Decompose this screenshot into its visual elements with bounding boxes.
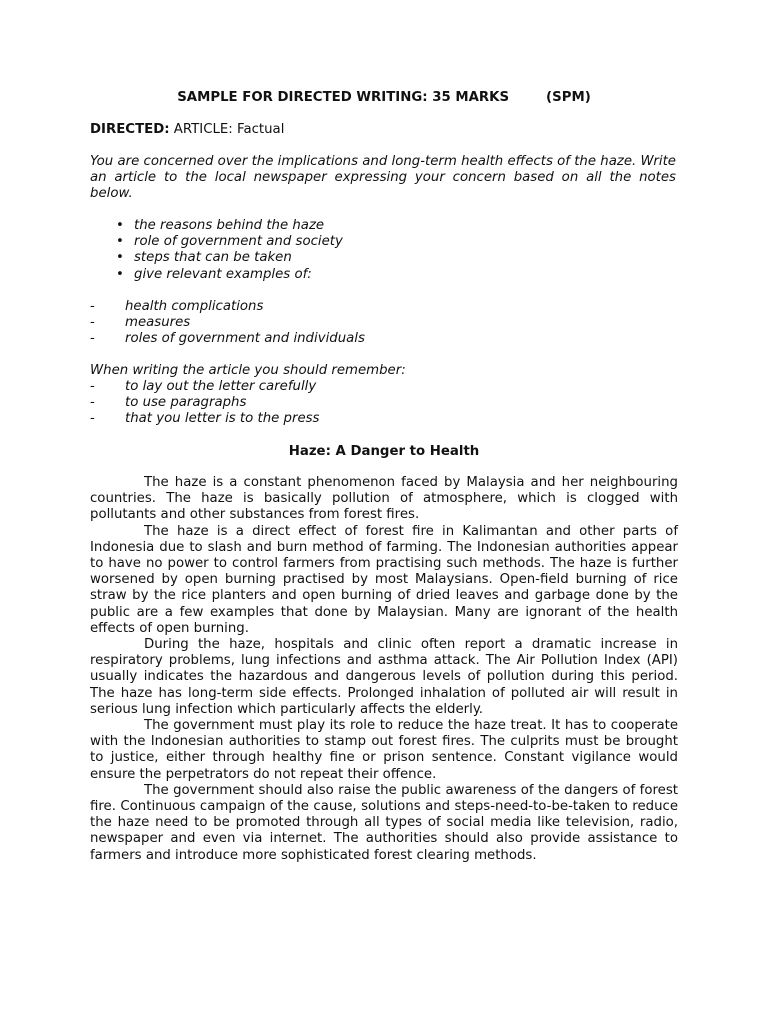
list-item — [90, 395, 319, 411]
article-body — [90, 475, 678, 864]
article-heading: Haze: A Danger to Health — [288, 444, 480, 459]
bullet-icon: • — [116, 266, 124, 282]
article-paragraph: During the haze, hospitals and clinic often report a dramatic increase in respiratory problems, lung infections and asthma attack. The Air Pollution Index (API) usually indicates the hazardous and dangerous levels of pollution during this period. The haze has long-term side effects. Prolonged inhalation of polluted air will result in serious lung infection which particularly affects the elderly. — [90, 637, 678, 717]
bullet-text: the reasons behind the haze — [134, 218, 325, 233]
remember-list — [90, 379, 319, 428]
list-item — [90, 218, 343, 234]
article-paragraph: The government should also raise the public awareness of the dangers of forest fire. Continuous campaign of the cause, solutions and steps-need-to-be-taken to reduce the haze need to be promoted through all types of social media like television, radio, newspaper and even via internet. The authorities should also provide assistance to farmers and introduce more sophisticated forest clearing methods. — [90, 782, 678, 863]
dash-marker: - — [90, 299, 95, 314]
list-item — [90, 267, 343, 283]
example-text: health complications — [125, 299, 264, 314]
directed-line — [90, 122, 284, 138]
remember-text: to lay out the letter carefully — [125, 379, 317, 394]
list-item — [90, 299, 365, 315]
list-item — [90, 234, 343, 250]
document-title: SAMPLE FOR DIRECTED WRITING: 35 MARKS (SPM) — [177, 90, 591, 105]
article-paragraph: The haze is a direct effect of forest fire in Kalimantan and other parts of Indonesia due to slash and burn method of farming. The Indonesian authorities appear to have no power to control farmers from practising such methods. The haze is further worsened by open burning practised by most Malaysians. Open-field burning of rice straw by the rice planters and open burning of dried leaves and garbage done by the public are a few examples that done by Malaysian. Many are ignorant of the health effects of open burning. — [90, 523, 678, 636]
directed-value: ARTICLE: Factual — [169, 122, 285, 137]
list-item — [90, 250, 343, 266]
dash-marker: - — [90, 331, 95, 347]
examples-list — [90, 299, 365, 348]
bullet-icon: • — [116, 250, 124, 266]
list-item — [90, 379, 319, 395]
bullet-text: role of government and society — [134, 234, 343, 250]
list-item — [90, 315, 365, 331]
directed-label: DIRECTED: — [90, 122, 170, 137]
list-item — [90, 411, 319, 427]
dash-marker: - — [90, 395, 95, 411]
article-paragraph: The haze is a constant phenomenon faced by Malaysia and her neighbouring countries. The haze is basically pollution of atmosphere, which is clogged with pollutants and other substances from forest fires. — [90, 475, 678, 523]
bullet-icon: • — [116, 218, 124, 233]
remember-text: that you letter is to the press — [125, 411, 320, 427]
dash-marker: - — [90, 315, 95, 331]
bullet-icon: • — [116, 234, 124, 250]
dash-marker: - — [90, 411, 95, 427]
remember-text: to use paragraphs — [125, 395, 247, 411]
bullet-text: steps that can be taken — [134, 250, 292, 266]
task-instructions: You are concerned over the implications and long-term health effects of the haze. Write an article to the local newspaper expressing your concern based on all the notes below. — [90, 154, 676, 202]
example-text: measures — [125, 315, 191, 331]
article-paragraph: The government must play its role to reduce the haze treat. It has to cooperate with the Indonesian authorities to stamp out forest fires. The culprits must be brought to justice, either through healthy fine or prison sentence. Constant vigilance would ensure the perpetrators do not repeat their offence. — [90, 718, 678, 782]
bullet-text: give relevant examples of: — [134, 266, 312, 282]
list-item — [90, 331, 365, 347]
dash-marker: - — [90, 379, 95, 394]
notes-bullet-list — [90, 218, 343, 283]
remember-heading: When writing the article you should remember: — [90, 363, 406, 378]
example-text: roles of government and individuals — [125, 331, 365, 347]
